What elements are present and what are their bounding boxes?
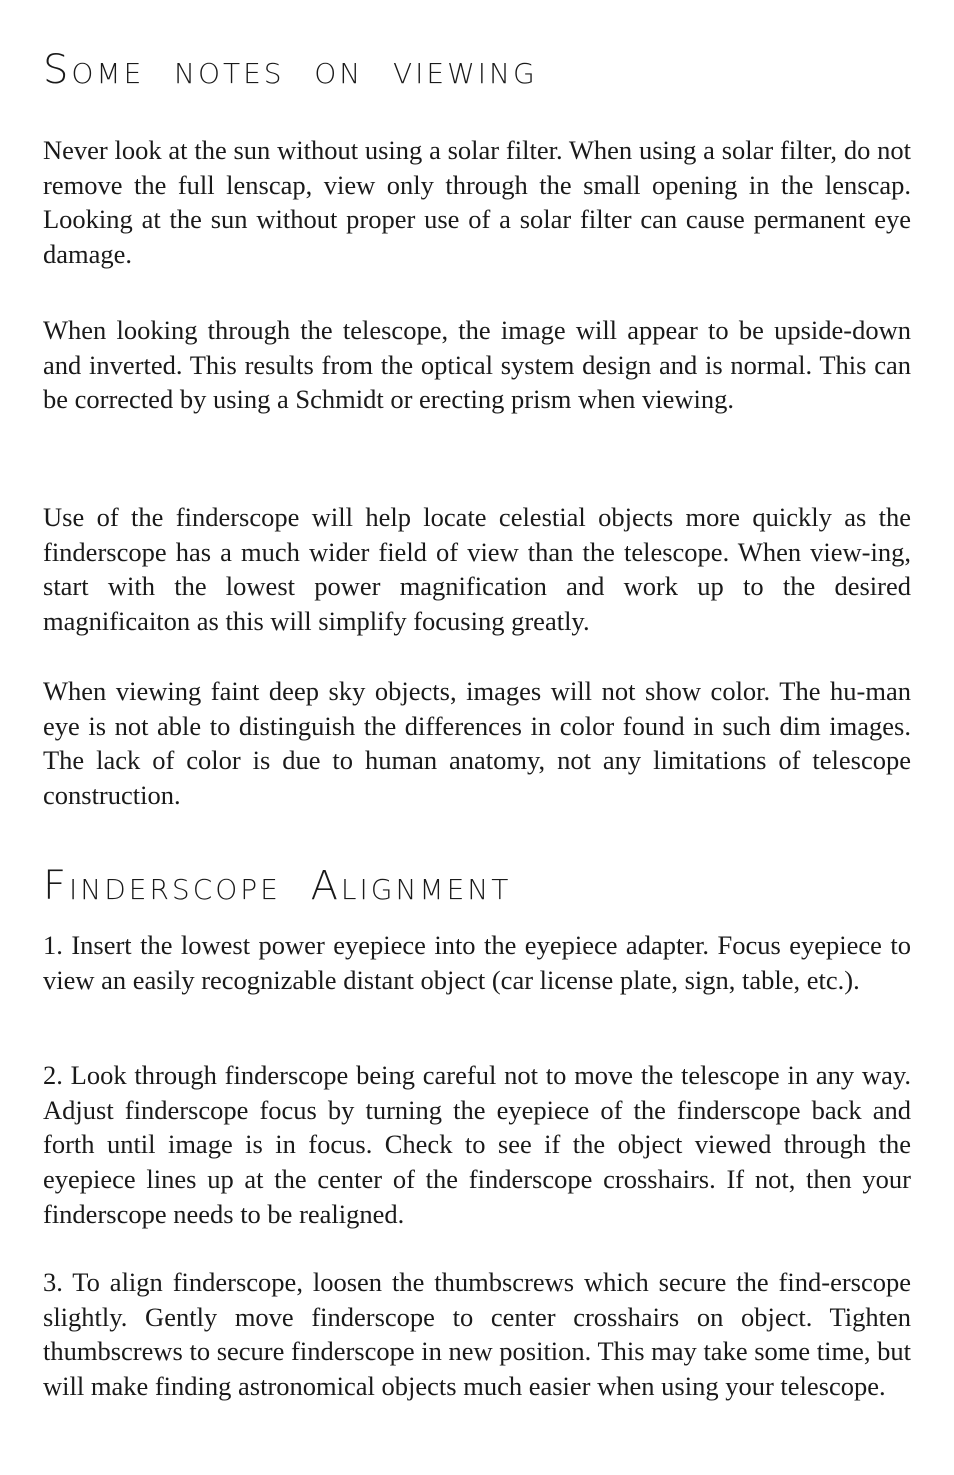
section-heading-finderscope-alignment: Finderscope Alignment bbox=[43, 863, 512, 909]
paragraph-finderscope-use: Use of the finderscope will help locate celestial objects more quickly as the finderscope has a much wider field of view than the telescope. When view-ing, start with the lowest power magnification and work up to the desired magnificaiton as this will simplify focusing greatly. bbox=[43, 502, 911, 637]
paragraph-solar-warning: Never look at the sun without using a solar filter. When using a solar filter, do not remove the full lenscap, view only through the small opening in the lenscap. Looking at the sun without proper use of a solar filter can cause permanent eye damage. bbox=[43, 135, 911, 270]
alignment-step-3: 3. To align finderscope, loosen the thumbscrews which secure the find-erscope slightly. Gently move finderscope to center crosshairs on object. Tighten thumbscrews to secure finderscope in new position. This may take some time, but will make finding astronomical objects much easier when using your telescope. bbox=[43, 1267, 911, 1402]
section-heading-viewing: Some notes on viewing bbox=[43, 47, 538, 93]
alignment-step-2: 2. Look through finderscope being careful not to move the telescope in any way. Adjust finderscope focus by turning the eyepiece of the finderscope back and forth until image is in focus. Check to see if the object viewed through the eyepiece lines up at the center of the finderscope crosshairs. If not, then your finderscope needs to be realigned. bbox=[43, 1060, 911, 1229]
paragraph-faint-objects: When viewing faint deep sky objects, images will not show color. The hu-man eye is not able to distinguish the differences in color found in such dim images. The lack of color is due to human anatomy, not any limitations of telescope construction. bbox=[43, 676, 911, 811]
alignment-step-1: 1. Insert the lowest power eyepiece into the eyepiece adapter. Focus eyepiece to view an easily recognizable distant object (car license plate, sign, table, etc.). bbox=[43, 930, 911, 995]
paragraph-image-orientation: When looking through the telescope, the image will appear to be upside-down and inverted. This results from the optical system design and is normal. This can be corrected by using a Schmidt or erecting prism when viewing. bbox=[43, 315, 911, 415]
